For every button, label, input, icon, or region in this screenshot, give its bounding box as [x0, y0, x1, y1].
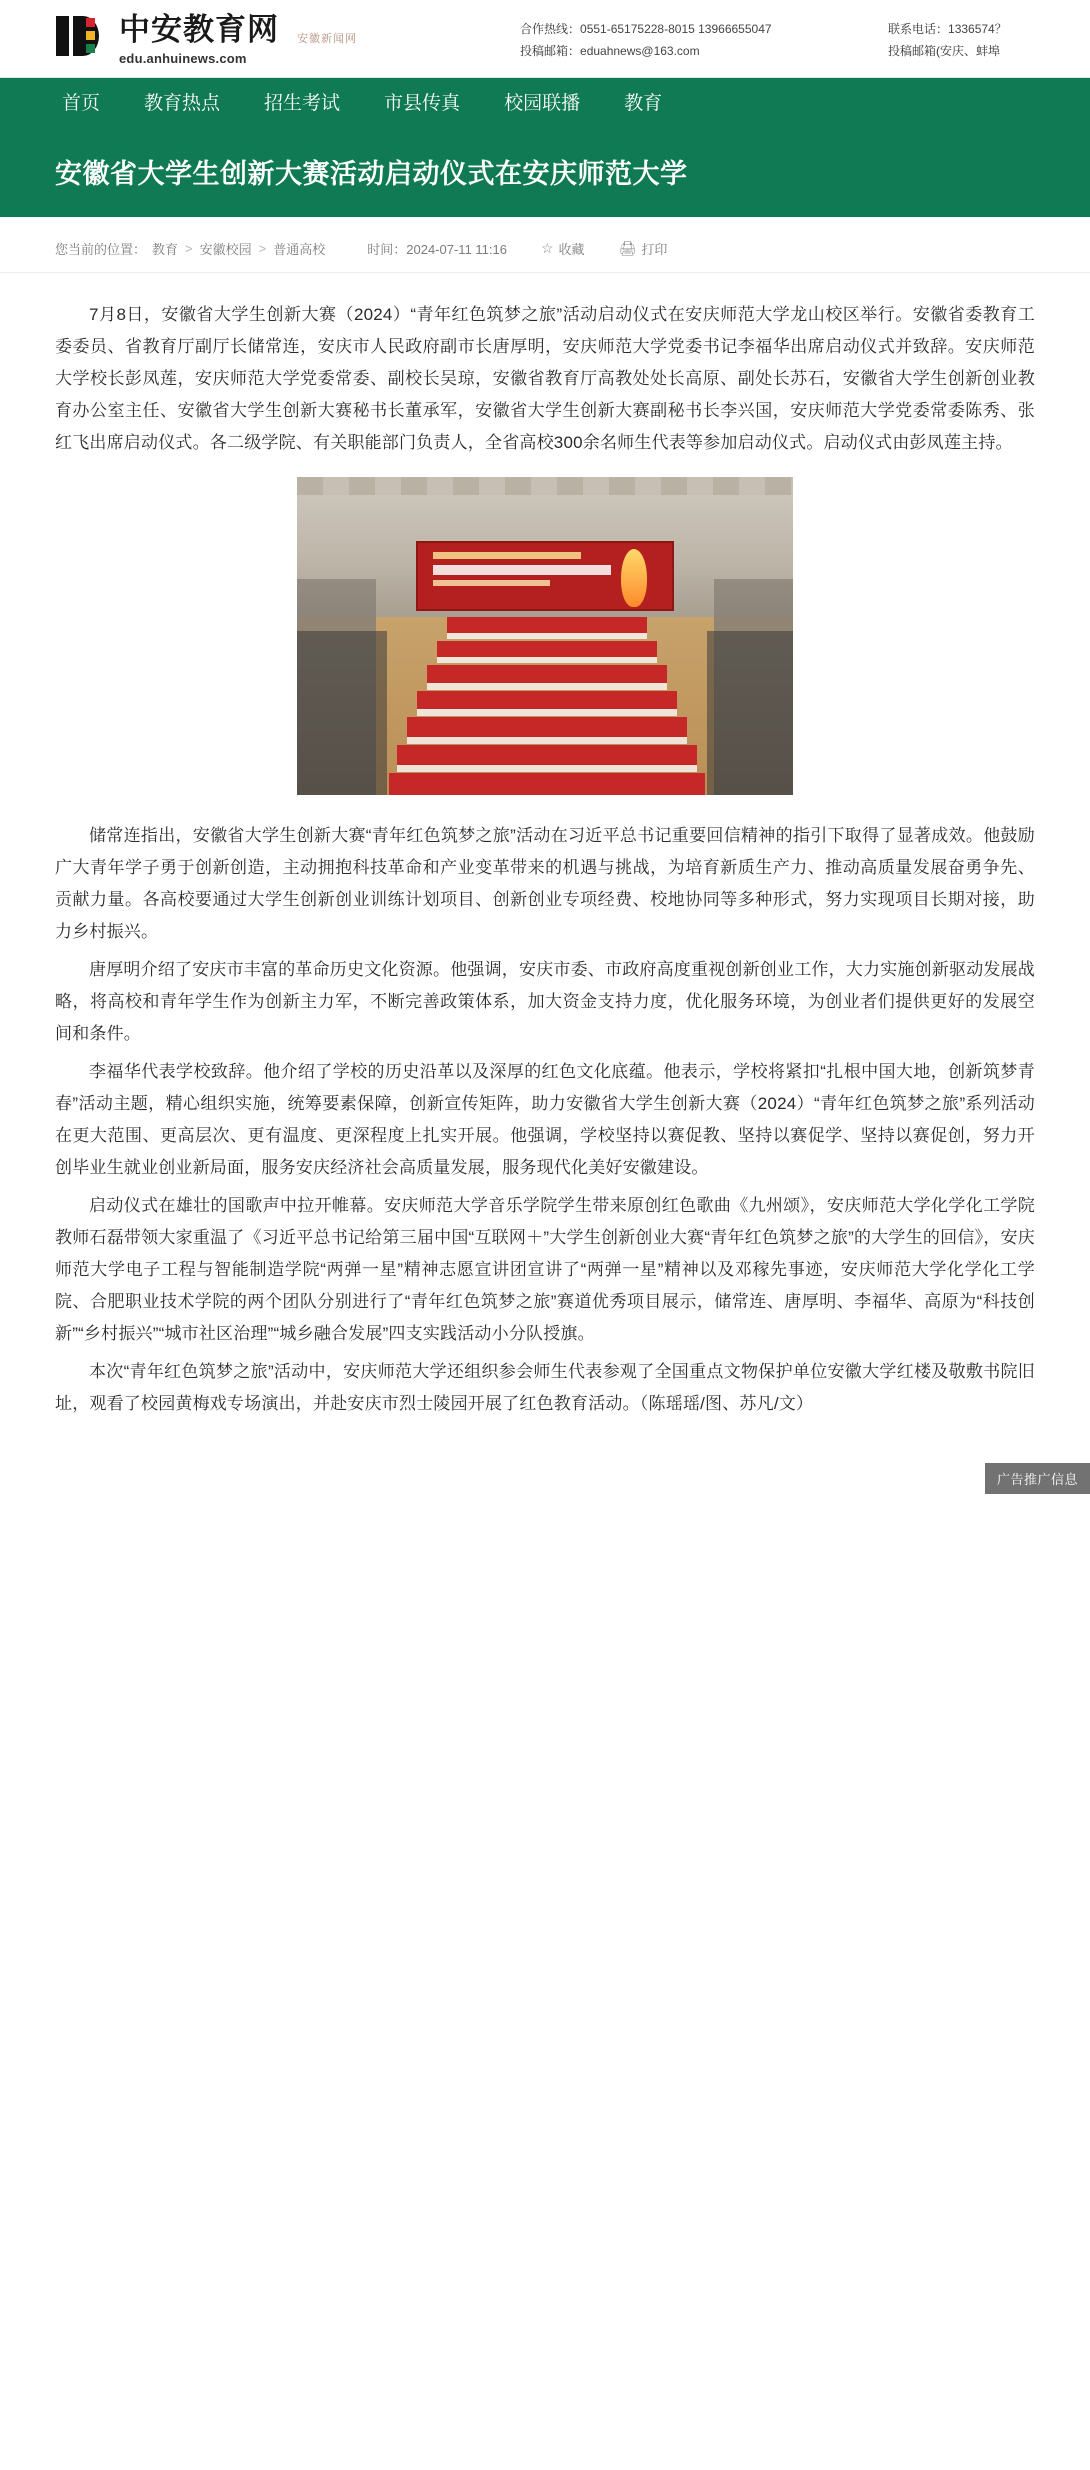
article-paragraph: 启动仪式在雄壮的国歌声中拉开帷幕。安庆师范大学音乐学院学生带来原创红色歌曲《九州颂》，安庆师范大学化学化工学院教师石磊带领大家重温了《习近平总书记给第三届中国“互联网＋”大学生创新创业大赛“青年红色筑梦之旅”的大学生的回信》，安庆师范大学电子工程与智能制造学院“两弹一星”精神志愿宣讲团宣讲了“两弹一星”精神以及邓稼先事迹，安庆师范大学化学化工学院、合肥职业技术学院的两个团队分别进行了“青年红色筑梦之旅”赛道优秀项目展示，储常连、唐厚明、李福华、高原为“科技创新”“乡村振兴”“城市社区治理”“城乡融合发展”四支实践活动小分队授旗。 [55, 1196, 1035, 1343]
site-name-cn: 中安教育网 [119, 11, 279, 47]
contact-hotline [520, 18, 772, 40]
nav-item-admissions-exams[interactable]: 招生考试 [264, 93, 341, 114]
contact-hotline-value: 0551-65175228-8015 13966655047 [580, 22, 772, 36]
publish-time [367, 239, 507, 258]
favorite-label: 收藏 [558, 242, 585, 257]
article-paragraph: 本次“青年红色筑梦之旅”活动中，安庆师范大学还组织参会师生代表参观了全国重点文物保护单位安徽大学红楼及敬敷书院旧址，观看了校园黄梅戏专场演出，并赴安庆市烈士陵园开展了红色教育活动。（陈瑶瑶/图、苏凡/文） [55, 1362, 1035, 1413]
nav-item-campus-broadcast[interactable]: 校园联播 [504, 93, 581, 114]
article-photo [297, 477, 793, 795]
contact-email-value: eduahnews@163.com [580, 44, 700, 58]
article-title-band [0, 130, 1090, 217]
site-brand[interactable] [55, 12, 357, 66]
article-paragraph: 唐厚明介绍了安庆市丰富的革命历史文化资源。他强调，安庆市委、市政府高度重视创新创业工作，大力实施创新驱动发展战略，将高校和青年学生作为创新主力军，不断完善政策体系，加大资金支持力度，优化服务环境，为创业者们提供更好的发展空间和条件。 [55, 960, 1035, 1043]
site-seal: 安徽新闻网 [297, 32, 357, 45]
star-icon: ☆ [540, 240, 554, 256]
article-body [0, 273, 1090, 1436]
nav-item-city-county-news[interactable]: 市县传真 [384, 93, 461, 114]
breadcrumb-item-anhui-campus[interactable]: 安徽校园 [199, 242, 252, 257]
publish-time-value: 2024-07-11 11:16 [406, 242, 507, 257]
article-paragraph: 李福华代表学校致辞。他介绍了学校的历史沿革以及深厚的红色文化底蕴。他表示，学校将紧扣“扎根中国大地，创新筑梦青春”活动主题，精心组织实施，统筹要素保障，创新宣传矩阵，助力安徽省大学生创新大赛（2024）“青年红色筑梦之旅”系列活动在更大范围、更高层次、更有温度、更深程度上扎实开展。他强调，学校坚持以赛促教、坚持以赛促学、坚持以赛促创，努力开创毕业生就业创业新局面，服务安庆经济社会高质量发展，服务现代化美好安徽建设。 [55, 1062, 1035, 1177]
contact-phone-label: 联系电话： [888, 22, 949, 36]
main-navigation [0, 78, 1090, 130]
breadcrumb-label: 您当前的位置： [55, 242, 147, 257]
advertisement-strip [0, 1452, 1090, 1494]
breadcrumb-item-education[interactable]: 教育 [152, 242, 179, 257]
page-title: 安徽省大学生创新大赛活动启动仪式在安庆师范大学 [55, 159, 688, 189]
contact-hotline-label: 合作热线： [520, 22, 581, 36]
contact-phone [888, 18, 1007, 40]
print-label: 打印 [641, 242, 668, 257]
nav-item-education-hotspots[interactable]: 教育热点 [144, 93, 221, 114]
site-name-en: edu.anhuinews.com [119, 50, 247, 66]
site-header [0, 0, 1090, 78]
breadcrumb-item-universities[interactable]: 普通高校 [273, 242, 326, 257]
contact-email [520, 40, 772, 62]
zhongan-logo-icon [55, 14, 109, 58]
printer-icon: 🖨 [618, 240, 637, 256]
contact-column-left [520, 18, 772, 62]
nav-item-home[interactable]: 首页 [62, 93, 101, 114]
article-paragraph: 7月8日，安徽省大学生创新大赛（2024）“青年红色筑梦之旅”活动启动仪式在安庆师范大学龙山校区举行。安徽省委教育工委委员、省教育厅副厅长储常连，安庆市人民政府副市长唐厚明，安庆师范大学党委书记李福华出席启动仪式并致辞。安庆师范大学校长彭凤莲，安庆师范大学党委常委、副校长吴琼，安徽省教育厅高教处处长高原、副处长苏石，安徽省大学生创新创业教育办公室主任、安徽省大学生创新大赛秘书长董承军，安徽省大学生创新大赛副秘书长李兴国，安庆师范大学党委常委陈秀、张红飞出席启动仪式。各二级学院、有关职能部门负责人，全省高校300余名师生代表等参加启动仪式。启动仪式由彭凤莲主持。 [55, 305, 1035, 452]
nav-item-education[interactable]: 教育 [624, 93, 663, 114]
contact-email-branch [888, 40, 1007, 62]
ad-label: 广告推广信息 [985, 1463, 1090, 1494]
article-paragraph: 储常连指出，安徽省大学生创新大赛“青年红色筑梦之旅”活动在习近平总书记重要回信精神的指引下取得了显著成效。他鼓励广大青年学子勇于创新创造，主动拥抱科技革命和产业变革带来的机遇与挑战，为培育新质生产力、推动高质量发展奋勇争先、贡献力量。各高校要通过大学生创新创业训练计划项目、创新创业专项经费、校地协同等多种形式，努力实现项目长期对接，助力乡村振兴。 [55, 826, 1035, 941]
contact-email-branch-label: 投稿邮箱(安庆、蚌埠 [888, 44, 1000, 58]
publish-time-label: 时间： [367, 242, 407, 257]
article-figure [55, 477, 1035, 800]
print-button[interactable] [619, 239, 668, 258]
contact-column-right [888, 18, 1007, 62]
breadcrumb-separator-1: > [185, 241, 193, 256]
favorite-button[interactable] [541, 239, 585, 258]
article-meta-bar [0, 217, 1090, 273]
contact-phone-value: 1336574？ [948, 22, 1007, 36]
breadcrumb-separator-2: > [258, 241, 267, 256]
contact-email-label: 投稿邮箱： [520, 44, 581, 58]
